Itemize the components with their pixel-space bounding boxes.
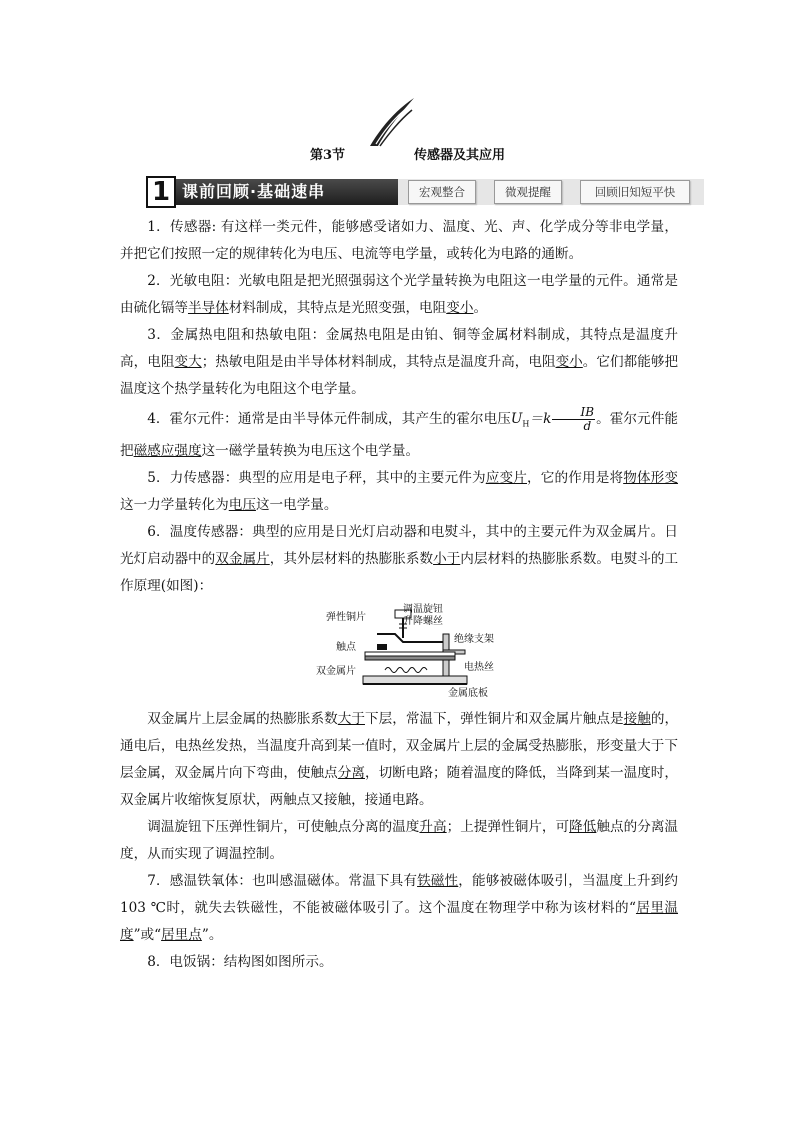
section-title: 传感器及其应用: [414, 148, 506, 163]
text: ；热敏电阻是由半导体材料制成，其特点是温度升高，电阻: [201, 354, 556, 370]
item-2: [120, 268, 678, 322]
item-8: [120, 949, 678, 976]
text: 这一电学量。: [255, 496, 338, 513]
answer: 变小: [446, 300, 474, 316]
answer: 降低: [569, 818, 597, 835]
answer: 变小: [555, 354, 583, 370]
text: 2．光敏电阻：光敏电阻是把光照强弱这个光学量转换为电阻这一电学量的元件。通常是由硫化镉等: [120, 273, 678, 316]
text: 8．电饭锅：结构图如图所示。: [147, 953, 333, 970]
tab-macro-integration[interactable]: 宏观整合: [408, 180, 476, 204]
text: 调温旋钮下压弹性铜片，可使触点分离的温度: [147, 818, 420, 835]
text: 3．金属热电阻和热敏电阻：金属热电阻是由铂、铜等金属材料制成，其特点是温度升高，电阻: [120, 327, 678, 370]
formula-eq: ＝k: [529, 411, 552, 427]
content-body: [120, 214, 678, 976]
text: 7．感温铁氧体：也叫感温磁体。常温下具有: [147, 872, 418, 889]
text: 。: [473, 300, 488, 316]
text: 6．温度传感器：典型的应用是日光灯启动器和电熨斗，其中的主要元件为双金属片。日光灯启动器中的: [120, 523, 678, 567]
formula-fraction: [552, 406, 595, 433]
label-contact: 触点: [336, 641, 356, 653]
text: 下层，常温下，弹性铜片和双金属片触点是: [364, 710, 624, 727]
answer: 升高: [419, 818, 447, 835]
answer: 大于: [337, 710, 365, 727]
text: ，它的作用是将: [527, 469, 624, 486]
label-bimetal: 双金属片: [316, 665, 356, 677]
text: ，能够被磁体吸引，当温度上升到约103 ℃时，就失去铁磁性，不能被磁体吸引了。这个温度在物理学中称为该材料的“: [120, 872, 679, 916]
frac-numerator: IB: [552, 406, 595, 420]
text: ；上提弹性铜片，可: [446, 818, 570, 835]
tab-micro-reminder[interactable]: 微观提醒: [494, 180, 562, 204]
answer: 物体形变: [623, 469, 679, 486]
item-1-text: 1．传感器: 有这样一类元件，能够感受诸如力、温度、光、声、化学成分等非电学量，并把它们按照一定的规律转化为电压、电流等电学量，或转化为电路的通断。: [120, 219, 678, 262]
label-copper: 弹性铜片: [326, 611, 366, 623]
item-4: [120, 406, 678, 465]
answer: 居里点: [161, 926, 202, 943]
answer: 小于: [433, 550, 461, 567]
page-title: [0, 144, 794, 162]
text: 材料制成，其特点是光照变强，电阻: [228, 300, 447, 316]
item-6: [120, 519, 678, 600]
label-wire: 电热丝: [464, 661, 494, 673]
section-banner: [118, 176, 704, 208]
label-knob: 调温旋钮: [403, 603, 443, 615]
answer: 分离: [337, 764, 365, 781]
text: 的，通电后，电热丝发热，当温度升高到某一值时，双金属片上层的金属受热膨胀，形变量大于下层金属，双金属片向下弯曲，使触点: [120, 710, 679, 781]
text: 这一磁学量转换为电压这个电学量。: [201, 442, 420, 459]
item-5: [120, 465, 678, 519]
label-bracket: 绝缘支架: [454, 633, 494, 645]
formula-sub: H: [522, 419, 530, 429]
frac-denominator: d: [583, 419, 592, 433]
text: 。霍尔元件能把: [120, 411, 678, 459]
text: 触点的分离温度，从而实现了调温控制。: [120, 818, 679, 862]
answer: 应变片: [485, 469, 527, 486]
banner-number: 1: [146, 176, 176, 208]
text: 双金属片上层金属的热膨胀系数: [147, 710, 338, 727]
banner-title: 课前回顾·基础速串: [182, 182, 326, 201]
swoosh-logo: [368, 96, 416, 148]
label-screw: 升降螺丝: [403, 615, 443, 627]
formula-u: U: [510, 411, 523, 427]
text: ，切断电路；随着温度的降低，当降到某一温度时，双金属片收缩恢复原状，两触点又接触，接通电路。: [120, 764, 679, 808]
item-3: [120, 322, 678, 403]
text: 内层材料的热膨胀系数。电熨斗的工作原理(如图)：: [120, 550, 679, 594]
answer: 半导体: [187, 300, 229, 316]
answer: 接触: [623, 710, 651, 727]
item-1: [120, 214, 678, 268]
text: 这一力学量转化为: [120, 496, 229, 513]
text: 5．力传感器：典型的应用是电子秤，其中的主要元件为: [147, 469, 486, 486]
tab-review[interactable]: 回顾旧知短平快: [580, 180, 690, 204]
item-6c: [120, 814, 678, 868]
answer: 居里温度: [120, 899, 679, 943]
section-number: 第3节: [310, 148, 346, 163]
text: 4．霍尔元件：通常是由半导体元件制成，其产生的霍尔电压: [147, 411, 511, 427]
answer: 磁感应强度: [133, 442, 202, 459]
item-6b: [120, 706, 678, 814]
item-7: [120, 868, 678, 949]
answer: 电压: [228, 496, 256, 513]
answer: 双金属片: [215, 550, 270, 567]
text: ”或“: [133, 926, 162, 943]
text: ”。: [201, 926, 223, 943]
answer: 变大: [174, 354, 202, 370]
iron-diagram: [120, 604, 678, 706]
label-base: 金属底板: [448, 687, 488, 699]
text: 。它们都能够把温度这个热学量转化为电阻这个电学量。: [120, 354, 679, 397]
text: ，其外层材料的热膨胀系数: [269, 550, 434, 567]
answer: 铁磁性: [417, 872, 459, 889]
banner-tab-strip: [398, 179, 704, 205]
